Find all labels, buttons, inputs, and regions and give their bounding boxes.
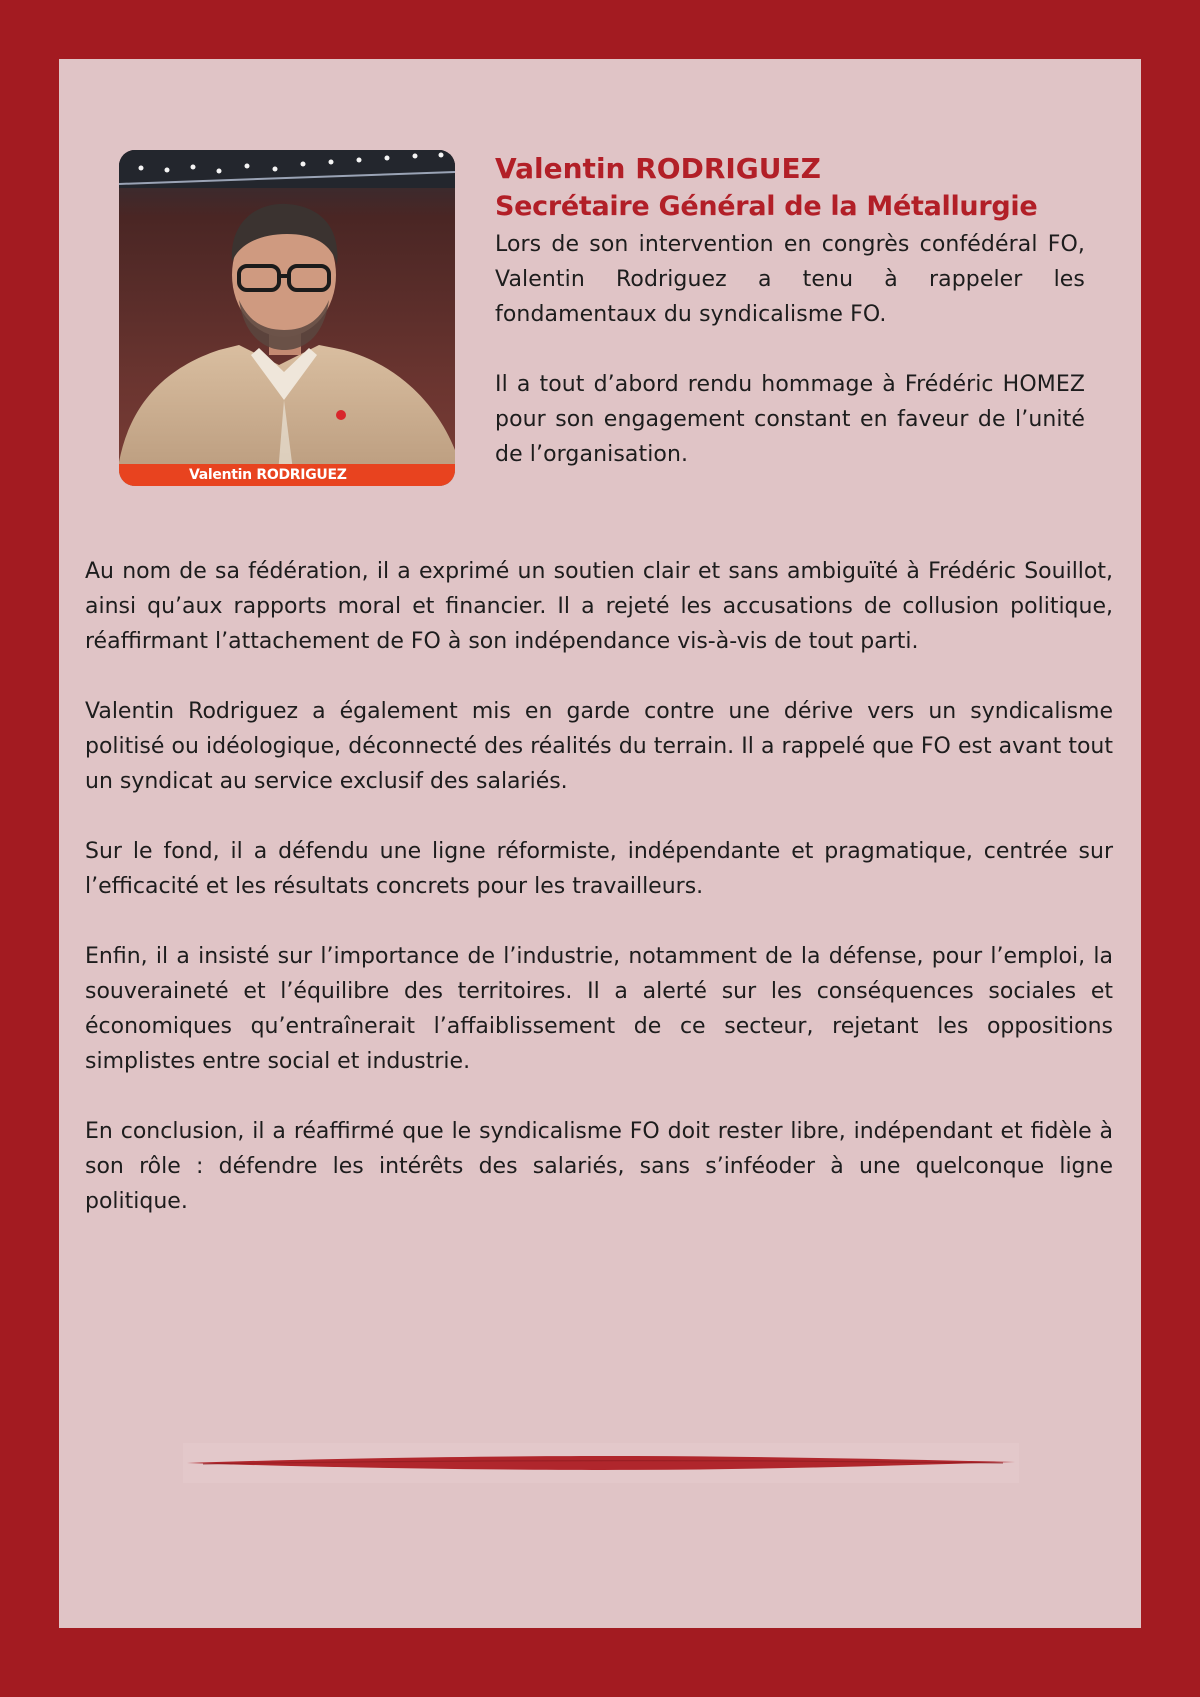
photo-caption: Valentin RODRIGUEZ (189, 467, 347, 483)
person-name: Valentin RODRIGUEZ (495, 152, 821, 185)
profile-header (495, 151, 1085, 472)
article-body (85, 554, 1113, 1254)
body-paragraph: Au nom de sa fédération, il a exprimé un soutien clair et sans ambiguïté à Frédéric Souillot, ainsi qu’aux rapports moral et financier. Il a rejeté les accusations de collusion politique, réaffirmant l’attachement de FO à son indépendance vis-à-vis de tout parti. (85, 559, 1113, 654)
portrait-photo (119, 150, 455, 486)
person-role: Secrétaire Général de la Métallurgie (495, 191, 1038, 222)
intro-text (495, 227, 1085, 472)
body-paragraph: Enfin, il a insisté sur l’importance de l’industrie, notamment de la défense, pour l’emploi, la souveraineté et l’équilibre des territoires. Il a alerté sur les conséquences sociales et économiques qu’entraînerait l’affaiblissement de ce secteur, rejetant les oppositions simplistes entre social et industrie. (85, 944, 1113, 1074)
body-paragraph: En conclusion, il a réaffirmé que le syndicalisme FO doit rester libre, indépendant et fidèle à son rôle : défendre les intérêts des salariés, sans s’inféoder à une quelconque ligne politique. (85, 1119, 1113, 1214)
intro-paragraph: Il a tout d’abord rendu hommage à Frédéric HOMEZ pour son engagement constant en faveur de l’unité de l’organisation. (495, 372, 1085, 467)
intro-paragraph: Lors de son intervention en congrès confédéral FO, Valentin Rodriguez a tenu à rappeler les fondamentaux du syndicalisme FO. (495, 232, 1085, 327)
body-paragraph: Valentin Rodriguez a également mis en garde contre une dérive vers un syndicalisme politisé ou idéologique, déconnecté des réalités du terrain. Il a rappelé que FO est avant tout un syndicat au service exclusif des salariés. (85, 699, 1113, 794)
brush-divider (183, 1443, 1019, 1483)
body-paragraph: Sur le fond, il a défendu une ligne réformiste, indépendante et pragmatique, centrée sur l’efficacité et les résultats concrets pour les travailleurs. (85, 839, 1113, 899)
content-panel (59, 59, 1141, 1628)
